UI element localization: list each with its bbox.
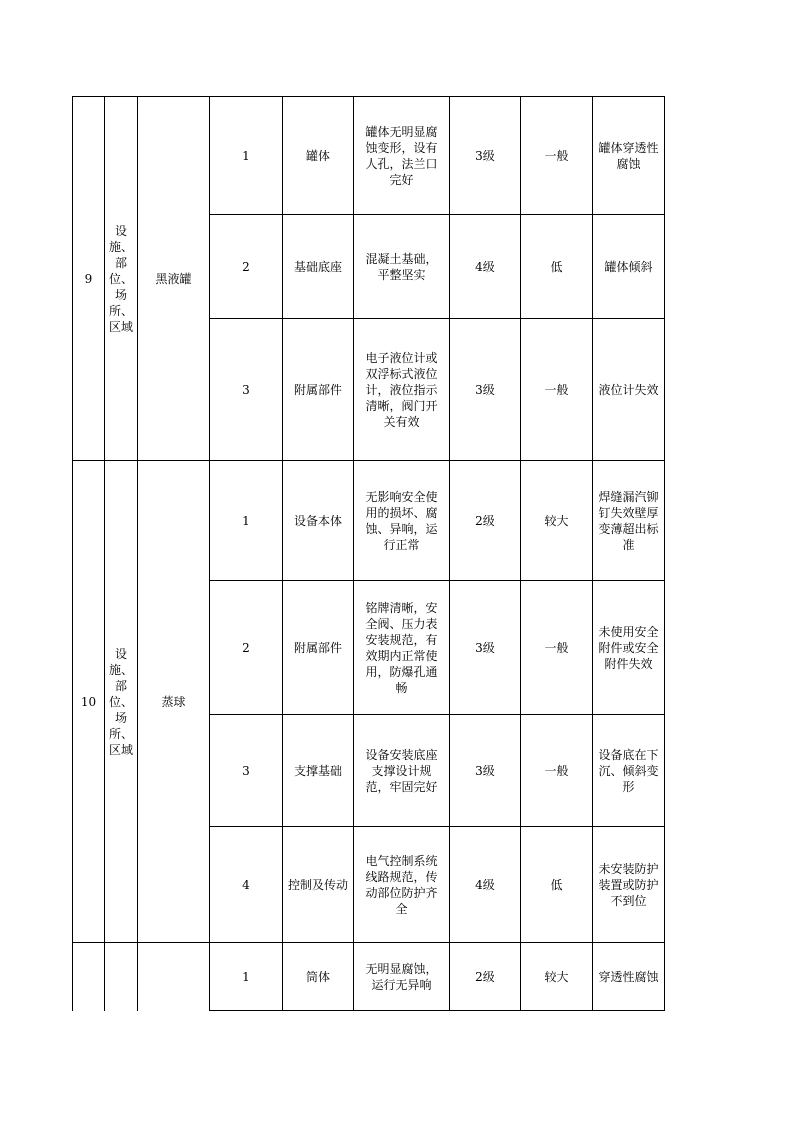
item-hazard: 未安装防护装置或防护不到位 xyxy=(593,827,665,943)
group-name: 蒸球 xyxy=(138,461,210,943)
item-level: 3级 xyxy=(450,715,521,827)
group-category: 设施、部位、场所、区域 xyxy=(105,461,138,943)
item-index: 1 xyxy=(210,97,283,215)
group-no xyxy=(73,943,105,1011)
table-row xyxy=(73,97,665,215)
item-risk: 一般 xyxy=(521,581,593,715)
item-standard: 设备安装底座支撑设计规范，牢固完好 xyxy=(354,715,450,827)
item-index: 4 xyxy=(210,827,283,943)
item-part: 设备本体 xyxy=(283,461,354,581)
item-hazard: 焊缝漏汽铆钉失效壁厚变薄超出标准 xyxy=(593,461,665,581)
group-no: 9 xyxy=(73,97,105,461)
table-row xyxy=(73,943,665,1011)
item-hazard: 罐体倾斜 xyxy=(593,215,665,319)
item-standard: 无影响安全使用的损坏、腐蚀、异响，运行正常 xyxy=(354,461,450,581)
item-risk: 一般 xyxy=(521,715,593,827)
item-level: 2级 xyxy=(450,461,521,581)
item-risk: 较大 xyxy=(521,943,593,1011)
item-standard: 铭牌清晰，安全阀、压力表安装规范，有效期内正常使用，防爆孔通畅 xyxy=(354,581,450,715)
item-part: 罐体 xyxy=(283,97,354,215)
item-hazard: 液位计失效 xyxy=(593,319,665,461)
item-index: 2 xyxy=(210,581,283,715)
group-name xyxy=(138,943,210,1011)
item-level: 3级 xyxy=(450,319,521,461)
item-standard: 罐体无明显腐蚀变形，设有人孔，法兰口完好 xyxy=(354,97,450,215)
item-level: 4级 xyxy=(450,827,521,943)
risk-table xyxy=(72,96,665,1011)
item-risk: 低 xyxy=(521,215,593,319)
item-level: 3级 xyxy=(450,581,521,715)
group-category xyxy=(105,943,138,1011)
item-standard: 电子液位计或双浮标式液位计，液位指示清晰，阀门开关有效 xyxy=(354,319,450,461)
item-standard: 无明显腐蚀，运行无异响 xyxy=(354,943,450,1011)
item-risk: 较大 xyxy=(521,461,593,581)
item-part: 附属部件 xyxy=(283,581,354,715)
item-risk: 一般 xyxy=(521,319,593,461)
group-category: 设施、部位、场所、区域 xyxy=(105,97,138,461)
item-part: 控制及传动 xyxy=(283,827,354,943)
item-level: 4级 xyxy=(450,215,521,319)
group-name: 黑液罐 xyxy=(138,97,210,461)
item-risk: 低 xyxy=(521,827,593,943)
item-index: 3 xyxy=(210,715,283,827)
item-part: 支撑基础 xyxy=(283,715,354,827)
item-standard: 混凝土基础，平整坚实 xyxy=(354,215,450,319)
item-level: 3级 xyxy=(450,97,521,215)
item-part: 附属部件 xyxy=(283,319,354,461)
item-level: 2级 xyxy=(450,943,521,1011)
item-risk: 一般 xyxy=(521,97,593,215)
item-index: 1 xyxy=(210,943,283,1011)
item-part: 筒体 xyxy=(283,943,354,1011)
table-row xyxy=(73,461,665,581)
item-index: 1 xyxy=(210,461,283,581)
item-hazard: 未使用安全附件或安全附件失效 xyxy=(593,581,665,715)
item-hazard: 穿透性腐蚀 xyxy=(593,943,665,1011)
item-standard: 电气控制系统线路规范，传动部位防护齐全 xyxy=(354,827,450,943)
item-part: 基础底座 xyxy=(283,215,354,319)
item-index: 3 xyxy=(210,319,283,461)
group-no: 10 xyxy=(73,461,105,943)
item-hazard: 设备底在下沉、倾斜变形 xyxy=(593,715,665,827)
item-index: 2 xyxy=(210,215,283,319)
item-hazard: 罐体穿透性腐蚀 xyxy=(593,97,665,215)
